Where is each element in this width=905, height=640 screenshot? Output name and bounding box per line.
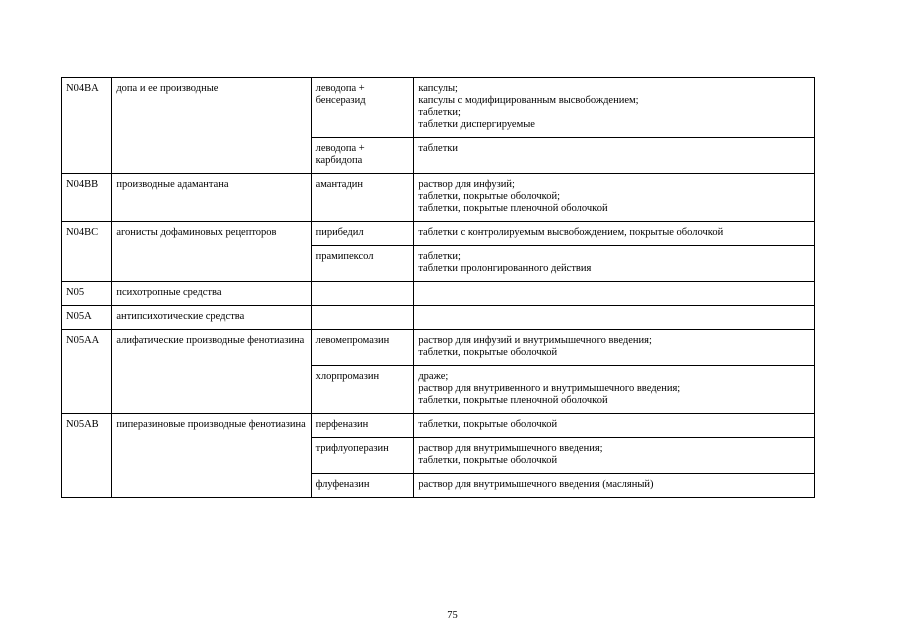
dosage-form-line: таблетки, покрытые оболочкой [418,347,558,358]
atc-code-cell: N05AB [62,414,112,498]
dosage-form-line: раствор для внутримышечного введения (масляный) [418,479,654,490]
dosage-form-line: раствор для инфузий и внутримышечного введения; [418,335,652,346]
dosage-form-cell [414,414,815,438]
anatomical-therapeutic-group-cell: алифатические производные фенотиазина [112,330,311,414]
drug-name-cell [311,282,414,306]
dosage-form-line: таблетки, покрытые пленочной оболочкой [418,203,608,214]
drug-name-cell: перфеназин [311,414,414,438]
table-row [62,78,815,138]
dosage-form-cell [414,474,815,498]
drug-name-cell [311,306,414,330]
drug-name-cell: пирибедил [311,222,414,246]
anatomical-therapeutic-group-cell: психотропные средства [112,282,311,306]
dosage-form-cell [414,366,815,414]
drug-name-cell: леводопа + карбидопа [311,138,414,174]
table-row [62,330,815,366]
drug-name-cell: амантадин [311,174,414,222]
dosage-form-cell [414,330,815,366]
dosage-form-line: таблетки, покрытые оболочкой [418,419,558,430]
dosage-form-line: таблетки, покрытые оболочкой [418,455,558,466]
atc-code-cell: N05A [62,306,112,330]
anatomical-therapeutic-group-cell: агонисты дофаминовых рецепторов [112,222,311,282]
atc-code-cell: N05 [62,282,112,306]
dosage-form-cell [414,438,815,474]
dosage-form-cell [414,138,815,174]
atc-code-cell: N04BB [62,174,112,222]
table-row [62,282,815,306]
drug-table [61,77,815,498]
dosage-form-line: таблетки, покрытые пленочной оболочкой [418,395,608,406]
table-row [62,222,815,246]
dosage-form-line: таблетки с контролируемым высвобождением, покрытые оболочкой [418,227,724,238]
drug-name-cell: хлорпромазин [311,366,414,414]
dosage-form-cell [414,78,815,138]
anatomical-therapeutic-group-cell: антипсихотические средства [112,306,311,330]
atc-code-cell: N05AA [62,330,112,414]
dosage-form-line: драже; [418,371,449,382]
dosage-form-line: раствор для инфузий; [418,179,515,190]
page-number: 75 [447,610,458,621]
dosage-form-line: раствор для внутримышечного введения; [418,443,603,454]
anatomical-therapeutic-group-cell: допа и ее производные [112,78,311,174]
dosage-form-line: капсулы; [418,83,458,94]
dosage-form-cell [414,306,815,330]
dosage-form-line: таблетки [418,143,459,154]
atc-code-cell: N04BC [62,222,112,282]
drug-name-cell: левомепромазин [311,330,414,366]
drug-name-cell: прамипексол [311,246,414,282]
dosage-form-cell [414,282,815,306]
dosage-form-cell [414,222,815,246]
dosage-form-line: таблетки пролонгированного действия [418,263,592,274]
anatomical-therapeutic-group-cell: пиперазиновые производные фенотиазина [112,414,311,498]
dosage-form-line: капсулы с модифицированным высвобождением; [418,95,639,106]
table-row [62,174,815,222]
table-row [62,306,815,330]
drug-name-cell: трифлуоперазин [311,438,414,474]
dosage-form-line: раствор для внутривенного и внутримышечного введения; [418,383,681,394]
drug-name-cell: леводопа + бенсеразид [311,78,414,138]
atc-code-cell: N04BA [62,78,112,174]
dosage-form-line: таблетки диспергируемые [418,119,535,130]
dosage-form-line: таблетки; [418,251,461,262]
dosage-form-cell [414,174,815,222]
dosage-form-line: таблетки, покрытые оболочкой; [418,191,561,202]
dosage-form-line: таблетки; [418,107,461,118]
anatomical-therapeutic-group-cell: производные адамантана [112,174,311,222]
dosage-form-cell [414,246,815,282]
drug-name-cell: флуфеназин [311,474,414,498]
drug-table-body [62,78,815,498]
table-row [62,414,815,438]
